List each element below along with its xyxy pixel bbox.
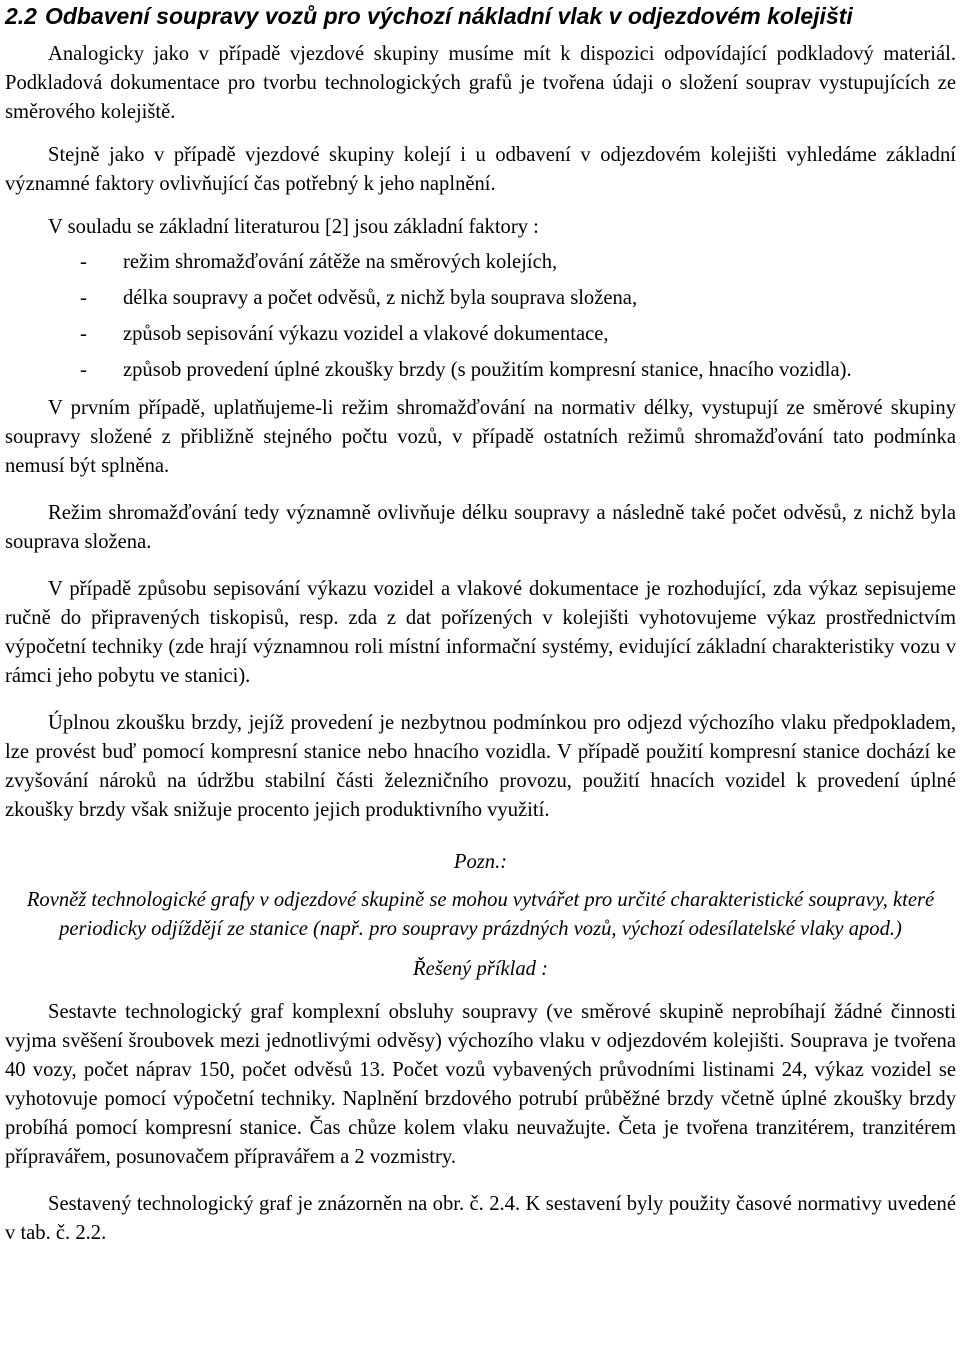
document-page <box>5 0 956 1248</box>
list-dash: - <box>80 287 87 309</box>
paragraph-brake-test: Úplnou zkoušku brzdy, jejíž provedení je nezbytnou podmínkou pro odjezd výchozího vlaku předpokladem, lze provést buď pomocí kompresní stanice nebo hnacího vozidla. V případě použití kompresní stanice dochází ke zvyšování nároků na údržbu stabilní části železničního provozu, použití hnacích vozidel k provedení úplné zkoušky brzdy však snižuje procento jejich produktivního využití. <box>5 712 956 821</box>
factor-text: režim shromažďování zátěže na směrových kolejích, <box>123 251 558 273</box>
factor-text: způsob sepisování výkazu vozidel a vlakové dokumentace, <box>123 323 609 345</box>
paragraph-literature: V souladu se základní literaturou [2] jsou základní faktory : <box>48 216 539 238</box>
factor-item <box>5 248 956 277</box>
factor-item <box>5 320 956 349</box>
factors-list <box>5 248 956 385</box>
factor-text: délka soupravy a počet odvěsů, z nichž byla souprava složena, <box>123 287 638 309</box>
note-label: Pozn.: <box>453 851 508 873</box>
factor-item <box>5 284 956 313</box>
paragraph-first-case: V prvním případě, uplatňujeme-li režim shromažďování na normativ délky, vystupují ze směrové skupiny soupravy složené z přibližně stejného počtu vozů, v případě ostatních režimů shromažďování tato podmínka nemusí být splněna. <box>5 397 956 477</box>
note-text: Rovněž technologické grafy v odjezdové skupině se mohou vytvářet pro určité charakteristické soupravy, které periodicky odjíždějí ze stanice (např. pro soupravy prázdných vozů, výchozí odesílatelské vlaky apod.) <box>26 889 935 940</box>
section-title: Odbavení soupravy vozů pro výchozí nákladní vlak v odjezdovém kolejišti <box>44 3 853 29</box>
section-number: 2.2 <box>5 3 37 29</box>
paragraph-documentation: V případě způsobu sepisování výkazu vozidel a vlakové dokumentace je rozhodující, zda výkaz sepisujeme ručně do připravených tiskopisů, resp. zda z dat pořízených v kolejišti vyhotovujeme výkaz prostřednictvím výpočetní techniky (zde hrají významnou roli místní informační systémy, evidující základní charakteristiky vozu v rámci jeho pobytu ve stanici). <box>5 578 956 687</box>
list-dash: - <box>80 323 87 345</box>
section-heading <box>5 0 956 32</box>
list-dash: - <box>80 359 87 381</box>
paragraph-factors-intro: Stejně jako v případě vjezdové skupiny kolejí i u odbavení v odjezdovém kolejišti vyhledáme základní významné faktory ovlivňující čas potřebný k jeho naplnění. <box>5 144 956 195</box>
example-assignment: Sestavte technologický graf komplexní obsluhy soupravy (ve směrové skupině neprobíhají žádné činnosti vyjma svěšení šroubovek mezi jednotlivými odvěsy) výchozího vlaku v odjezdovém kolejišti. Souprava je tvořena 40 vozy, počet náprav 150, počet odvěsů 13. Počet vozů vybavených průvodními listinami 24, výkaz vozidel se vyhotovuje pomocí výpočetní techniky. Naplnění brzdového potrubí průběžné brzdy včetně úplné zkoušky brzdy probíhá pomocí kompresní stanice. Čas chůze kolem vlaku neuvažujte. Četa je tvořena tranzitérem, tranzitérem přípravářem, posunovačem přípravářem a 2 vozmistry. <box>5 1001 956 1168</box>
factor-item <box>5 356 956 385</box>
factor-text: způsob provedení úplné zkoušky brzdy (s použitím kompresní stanice, hnacího vozidla). <box>123 359 852 381</box>
paragraph-regime: Režim shromažďování tedy významně ovlivňuje délku soupravy a následně také počet odvěsů, z nichž byla souprava složena. <box>5 502 956 553</box>
example-label: Řešený příklad : <box>413 958 548 980</box>
list-dash: - <box>80 251 87 273</box>
paragraph-intro: Analogicky jako v případě vjezdové skupiny musíme mít k dispozici odpovídající podkladový materiál. Podkladová dokumentace pro tvorbu technologických grafů je tvořena údaji o složení souprav vystupujících ze směrového kolejiště. <box>5 43 956 123</box>
example-result: Sestavený technologický graf je znázorněn na obr. č. 2.4. K sestavení byly použity časové normativy uvedené v tab. č. 2.2. <box>5 1193 956 1244</box>
